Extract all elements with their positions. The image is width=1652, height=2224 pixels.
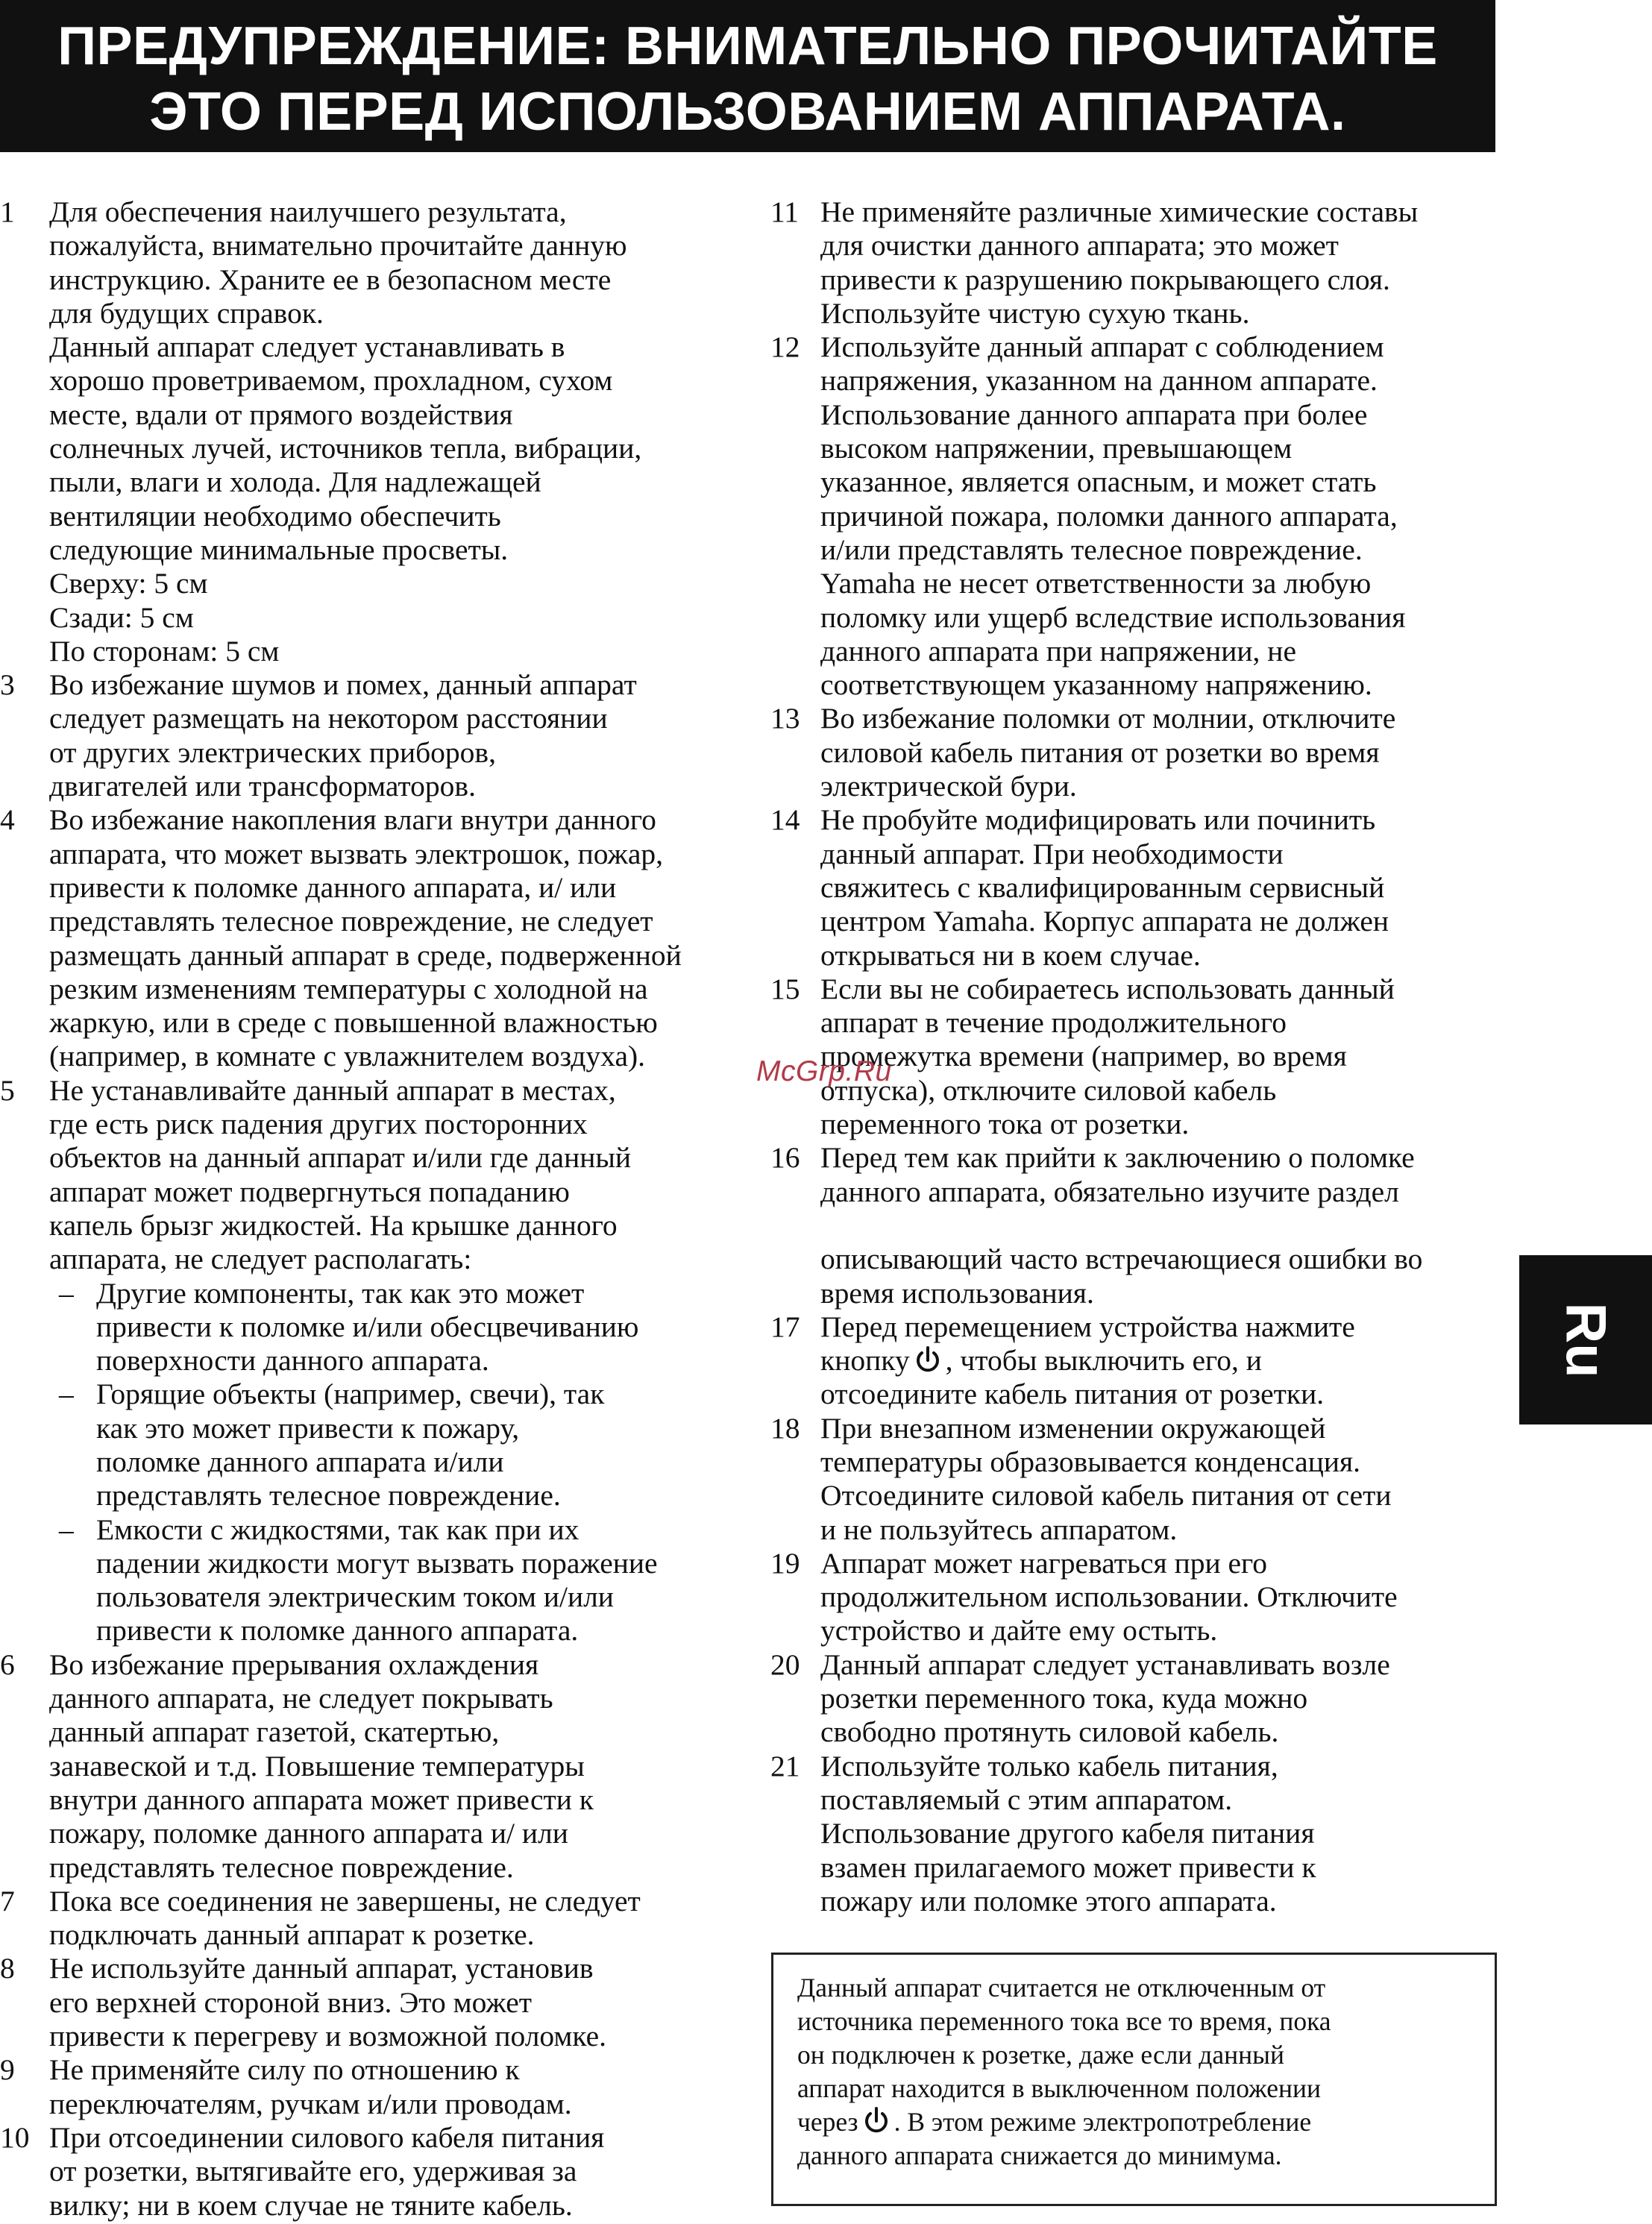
item-text: кнопку: [820, 1344, 910, 1378]
list-item-9: [0, 2053, 735, 2121]
item-text: привести к поломке данного аппарата, и/ или: [49, 870, 617, 904]
item-text: (например, в комнате с увлажнителем воздуха).: [49, 1040, 646, 1073]
item-text: Во избежание накопления влаги внутри данного: [49, 803, 656, 837]
item-text: капель брызг жидкостей. На крышке данного: [49, 1208, 618, 1242]
item-text: Аппарат может нагреваться при его: [820, 1546, 1267, 1580]
item-number: 14: [770, 803, 800, 837]
item-text: Использование данного аппарата при более: [820, 398, 1368, 431]
item-number: 10: [0, 2120, 30, 2154]
left-column: [0, 195, 735, 2223]
item-text: указанное, является опасным, и может стать: [820, 465, 1377, 499]
notice-text: он подключен к розетке, даже если данный: [797, 2040, 1284, 2070]
list-item-11: [770, 195, 1495, 330]
item-text: его верхней стороной вниз. Это может: [49, 1985, 532, 2019]
item-text: Во избежание поломки от молнии, отключите: [820, 702, 1396, 735]
item-text: внутри данного аппарата может привести к: [49, 1782, 594, 1816]
item-text: Во избежание прерывания охлаждения: [49, 1647, 539, 1681]
item-text: Используйте только кабель питания,: [820, 1749, 1278, 1782]
banner-title-line2: ЭТО ПЕРЕД ИСПОЛЬЗОВАНИЕМ АППАРАТА.: [149, 82, 1346, 142]
item-text: При отсоединении силового кабеля питания: [49, 2120, 605, 2154]
item-text: описывающий часто встречающиеся ошибки во: [820, 1243, 1423, 1276]
item-number: 4: [0, 803, 15, 837]
item-number: 3: [0, 668, 15, 702]
item-text: и/или представлять телесное повреждение.: [820, 533, 1363, 566]
item-text: причиной пожара, поломки данного аппарата,: [820, 499, 1398, 533]
item-text: Yamaha не несет ответственности за любую: [820, 567, 1372, 600]
item-text: напряжения, указанном на данном аппарате.: [820, 364, 1378, 398]
item-text: Если вы не собираетесь использовать данный: [820, 972, 1395, 1005]
item-text: Данный аппарат следует устанавливать в: [49, 330, 565, 364]
item-text: подключать данный аппарат к розетке.: [49, 1918, 535, 1952]
item-number: 8: [0, 1952, 15, 1985]
warning-banner: [0, 0, 1495, 152]
list-item-7: [0, 1885, 735, 1953]
sub-item-text: представлять телесное повреждение.: [96, 1479, 561, 1512]
item-number: 5: [0, 1073, 15, 1107]
item-text: промежутка времени (например, во время: [820, 1040, 1347, 1073]
notice-text: аппарат находится в выключенном положении: [797, 2073, 1321, 2103]
item-text: розетки переменного тока, куда можно: [820, 1682, 1308, 1715]
item-text: аппарата, не следует располагать:: [49, 1243, 472, 1276]
item-text: отпуска), отключите силовой кабель: [820, 1073, 1277, 1107]
sub-item: [49, 1378, 735, 1512]
item-text: соответствующем указанному напряжению.: [820, 668, 1372, 702]
item-number: 18: [770, 1411, 800, 1445]
item-text: Сверху: 5 см: [49, 567, 208, 600]
list-item-21: [770, 1750, 1495, 1918]
list-item-4: [0, 803, 735, 1073]
item-text: Перед тем как прийти к заключению о поломке: [820, 1141, 1415, 1175]
item-text: взамен прилагаемого может привести к: [820, 1850, 1316, 1884]
item-text: размещать данный аппарат в среде, подверженной: [49, 938, 682, 972]
item-text: пожару или поломке этого аппарата.: [820, 1884, 1277, 1917]
sub-item-text: привести к поломке данного аппарата.: [96, 1614, 579, 1647]
item-text: двигателей или трансформаторов.: [49, 770, 476, 803]
sub-item-text: Емкости с жидкостями, так как при их: [96, 1512, 580, 1546]
item-text: данного аппарата, обязательно изучите раздел: [820, 1175, 1399, 1208]
sub-item: [49, 1513, 735, 1648]
blank-line: [820, 1209, 1495, 1243]
power-icon: [913, 1345, 943, 1375]
list-item-17: [770, 1310, 1495, 1412]
dash-bullet: –: [59, 1276, 74, 1310]
item-number: 21: [770, 1749, 800, 1782]
item-number: 9: [0, 2053, 15, 2087]
language-tab: [1519, 1255, 1652, 1424]
sub-item-text: Другие компоненты, так как это может: [96, 1276, 585, 1310]
item-text: продолжительном использовании. Отключите: [820, 1580, 1398, 1614]
item-text: Отсоедините силовой кабель питания от сети: [820, 1479, 1392, 1512]
item-text: солнечных лучей, источников тепла, вибрации,: [49, 432, 642, 465]
item-text: аппарат может подвергнуться попаданию: [49, 1175, 570, 1208]
item-text: Данный аппарат следует устанавливать возле: [820, 1647, 1390, 1681]
item-text: хорошо проветриваемом, прохладном, сухом: [49, 364, 613, 398]
item-text: открываться ни в коем случае.: [820, 938, 1201, 972]
banner-title-line1: ПРЕДУПРЕЖДЕНИЕ: ВНИМАТЕЛЬНО ПРОЧИТАЙТЕ: [57, 16, 1438, 76]
item-text: представлять телесное повреждение, не следует: [49, 905, 653, 938]
sub-item-text: привести к поломке и/или обесцвечиванию: [96, 1310, 639, 1343]
item-text: представлять телесное повреждение.: [49, 1850, 514, 1884]
item-text: где есть риск падения других посторонних: [49, 1108, 588, 1141]
list-item-20: [770, 1648, 1495, 1750]
item-number: 6: [0, 1647, 15, 1681]
sub-item-text: как это может привести к пожару,: [96, 1411, 520, 1445]
item-text: время использования.: [820, 1276, 1094, 1310]
item-text: Используйте чистую сухую ткань.: [820, 296, 1250, 330]
item-number: 11: [770, 195, 800, 228]
language-tab-label: Ru: [1554, 1301, 1618, 1378]
item-text: устройство и дайте ему остыть.: [820, 1614, 1218, 1647]
item-text: Пока все соединения не завершены, не следует: [49, 1884, 641, 1917]
dash-bullet: –: [59, 1378, 74, 1411]
sub-item-text: падении жидкости могут вызвать поражение: [96, 1546, 658, 1580]
item-text: По сторонам: 5 см: [49, 634, 280, 667]
item-text: Перед перемещением устройства нажмите: [820, 1310, 1355, 1343]
item-number: 20: [770, 1647, 800, 1681]
item-text: Для обеспечения наилучшего результата,: [49, 195, 567, 228]
list-item-14: [770, 803, 1495, 972]
item-text: следует размещать на некотором расстоянии: [49, 702, 608, 735]
sub-item: [49, 1277, 735, 1378]
list-item-6: [0, 1648, 735, 1885]
item-text: При внезапном изменении окружающей: [820, 1411, 1326, 1445]
item-text: от розетки, вытягивайте его, удерживая за: [49, 2155, 577, 2188]
list-item-1: [0, 195, 735, 668]
item-text: свяжитесь с квалифицированным сервисный: [820, 870, 1385, 904]
item-number: 19: [770, 1546, 800, 1580]
item-text: аппарата, что может вызвать электрошок, пожар,: [49, 837, 663, 870]
item-text: для будущих справок.: [49, 296, 324, 330]
item-text: переключателям, ручкам и/или проводам.: [49, 2087, 572, 2120]
item-number: 7: [0, 1884, 15, 1917]
item-text: и не пользуйтесь аппаратом.: [820, 1512, 1178, 1546]
item-text: месте, вдали от прямого воздействия: [49, 398, 513, 431]
item-text: силовой кабель питания от розетки во время: [820, 735, 1380, 769]
item-text: данный аппарат газетой, скатертью,: [49, 1715, 500, 1749]
item-text: пожару, поломке данного аппарата и/ или: [49, 1817, 568, 1850]
item-text: объектов на данный аппарат и/или где данный: [49, 1141, 632, 1175]
item-number: 1: [0, 195, 15, 228]
sub-item-text: Горящие объекты (например, свечи), так: [96, 1378, 605, 1411]
item-number: 15: [770, 972, 800, 1005]
power-icon: [861, 2106, 891, 2136]
standby-notice-box: [771, 1953, 1497, 2206]
item-text: резким изменениям температуры с холодной на: [49, 972, 648, 1005]
list-item-8: [0, 1952, 735, 2053]
item-text: Не используйте данный аппарат, установив: [49, 1952, 594, 1985]
item-text: центром Yamaha. Корпус аппарата не должен: [820, 905, 1389, 938]
list-item-16: [770, 1141, 1495, 1310]
item-text: температуры образовывается конденсация.: [820, 1445, 1361, 1478]
item-text: Не пробуйте модифицировать или починить: [820, 803, 1376, 837]
item-text: от других электрических приборов,: [49, 735, 496, 769]
item-text: для очистки данного аппарата; это может: [820, 229, 1339, 263]
item-text: переменного тока от розетки.: [820, 1108, 1190, 1141]
sub-item-text: поломке данного аппарата и/или: [96, 1445, 504, 1478]
item-text: аппарат в течение продолжительного: [820, 1006, 1287, 1040]
item-text: следующие минимальные просветы.: [49, 533, 509, 566]
watermark: McGrp.Ru: [756, 1055, 892, 1087]
sub-item-text: пользователя электрическим током и/или: [96, 1580, 614, 1614]
item-text: Сзади: 5 см: [49, 600, 194, 634]
notice-text: через: [797, 2107, 858, 2137]
item-text: , чтобы выключить его, и: [945, 1344, 1262, 1378]
list-item-18: [770, 1412, 1495, 1547]
list-item-12: [770, 330, 1495, 702]
item-text: вилку; ни в коем случае не тяните кабель.: [49, 2188, 573, 2222]
item-text: привести к перегреву и возможной поломке.: [49, 2020, 607, 2053]
item-text: высоком напряжении, превышающем: [820, 432, 1293, 465]
item-text: инструкцию. Храните ее в безопасном месте: [49, 263, 612, 296]
item-text-with-icon: [820, 1344, 1495, 1378]
item-text: пожалуйста, внимательно прочитайте данную: [49, 229, 627, 263]
notice-text: Данный аппарат считается не отключенным от: [797, 1973, 1326, 2002]
item-text: пыли, влаги и холода. Для надлежащей: [49, 465, 541, 499]
item-text: занавеской и т.д. Повышение температуры: [49, 1749, 585, 1782]
sub-item-text: поверхности данного аппарата.: [96, 1344, 489, 1378]
item-text: Не устанавливайте данный аппарат в местах,: [49, 1073, 616, 1107]
item-text: жаркую, или в среде с повышенной влажностью: [49, 1006, 658, 1040]
item-text: отсоедините кабель питания от розетки.: [820, 1378, 1325, 1411]
list-item-10: [0, 2121, 735, 2223]
item-text: данный аппарат. При необходимости: [820, 837, 1284, 870]
item-number: 12: [770, 330, 800, 364]
item-text: Не применяйте силу по отношению к: [49, 2053, 520, 2087]
item-text: вентиляции необходимо обеспечить: [49, 499, 501, 533]
item-text: поломку или ущерб вследствие использования: [820, 600, 1406, 634]
notice-text: источника переменного тока все то время, пока: [797, 2006, 1331, 2036]
item-text: Используйте данный аппарат с соблюдением: [820, 330, 1384, 364]
list-item-3: [0, 668, 735, 803]
item-text: привести к разрушению покрывающего слоя.: [820, 263, 1390, 296]
item-text: Во избежание шумов и помех, данный аппарат: [49, 668, 637, 702]
item-text: свободно протянуть силовой кабель.: [820, 1715, 1279, 1749]
item-number: 13: [770, 702, 800, 735]
dash-bullet: –: [59, 1512, 74, 1546]
item-number: 16: [770, 1141, 800, 1175]
list-item-13: [770, 702, 1495, 803]
item-text: Использование другого кабеля питания: [820, 1817, 1315, 1850]
list-item-5: [0, 1074, 735, 1648]
notice-text: данного аппарата снижается до минимума.: [797, 2140, 1282, 2170]
notice-text-with-icon: [797, 2105, 1472, 2139]
list-item-19: [770, 1547, 1495, 1648]
notice-text: . В этом режиме электропотребление: [893, 2107, 1312, 2137]
item-number: 17: [770, 1310, 800, 1343]
item-text: данного аппарата, не следует покрывать: [49, 1682, 553, 1715]
item-text: электрической бури.: [820, 770, 1077, 803]
item-text: Не применяйте различные химические составы: [820, 195, 1419, 228]
item-text: данного аппарата при напряжении, не: [820, 634, 1296, 667]
item-text: поставляемый с этим аппаратом.: [820, 1782, 1233, 1816]
